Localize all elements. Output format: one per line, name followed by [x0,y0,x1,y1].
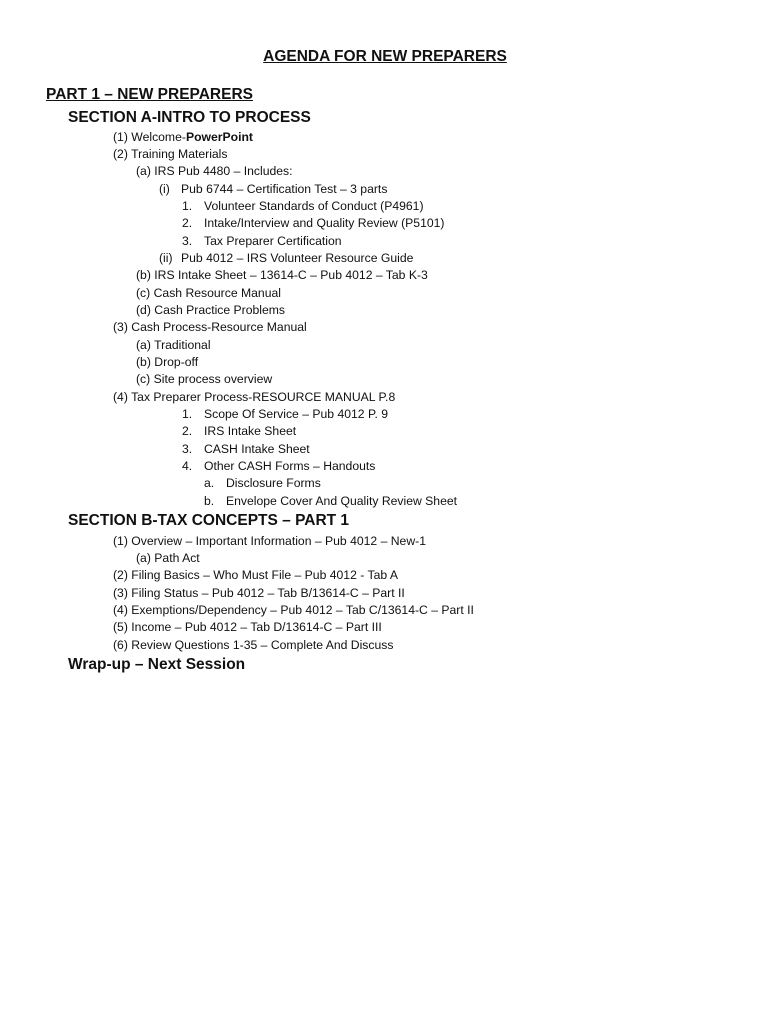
list-item: (ii) Pub 4012 – IRS Volunteer Resource Guide [159,251,414,265]
list-item: (3) Filing Status – Pub 4012 – Tab B/13614-C – Part II [113,586,405,600]
wrap-up-heading: Wrap-up – Next Session [68,656,246,673]
part-heading: PART 1 – NEW PREPARERS [46,86,253,103]
list-item: 2. Intake/Interview and Quality Review (P5101) [182,216,445,230]
list-item: (a) Path Act [136,551,200,565]
list-item: 4. Other CASH Forms – Handouts [182,459,376,473]
list-item: 2. IRS Intake Sheet [182,424,297,438]
list-item: (4) Tax Preparer Process-RESOURCE MANUAL P.8 [113,390,396,404]
list-item: 3. Tax Preparer Certification [182,234,342,248]
list-item: (2) Training Materials [113,147,228,161]
list-item: (c) Cash Resource Manual [136,286,281,300]
list-item: (i) Pub 6744 – Certification Test – 3 parts [159,182,388,196]
list-item: (3) Cash Process-Resource Manual [113,320,307,334]
list-item: (2) Filing Basics – Who Must File – Pub 4012 - Tab A [113,568,398,582]
list-item: (5) Income – Pub 4012 – Tab D/13614-C – Part III [113,620,382,634]
list-item: (a) IRS Pub 4480 – Includes: [136,164,293,178]
list-item: (a) Traditional [136,338,211,352]
list-item: (6) Review Questions 1-35 – Complete And Discuss [113,638,394,652]
section-a-heading: SECTION A-INTRO TO PROCESS [68,109,311,126]
page-title: AGENDA FOR NEW PREPARERS [263,48,507,65]
list-item: (4) Exemptions/Dependency – Pub 4012 – Tab C/13614-C – Part II [113,603,474,617]
list-item: (d) Cash Practice Problems [136,303,286,317]
list-item: a. Disclosure Forms [204,476,321,490]
list-item: (c) Site process overview [136,372,273,386]
list-item: (1) Welcome-PowerPoint [113,130,253,144]
list-item: 1. Scope Of Service – Pub 4012 P. 9 [182,407,389,421]
list-item: b. Envelope Cover And Quality Review Sheet [204,494,458,508]
list-item: 3. CASH Intake Sheet [182,442,310,456]
list-item: (b) IRS Intake Sheet – 13614-C – Pub 4012 – Tab K-3 [136,268,428,282]
list-item: 1. Volunteer Standards of Conduct (P4961) [182,199,424,213]
list-item: (b) Drop-off [136,355,199,369]
list-item: (1) Overview – Important Information – Pub 4012 – New-1 [113,534,426,548]
section-b-heading: SECTION B-TAX CONCEPTS – PART 1 [68,512,350,529]
